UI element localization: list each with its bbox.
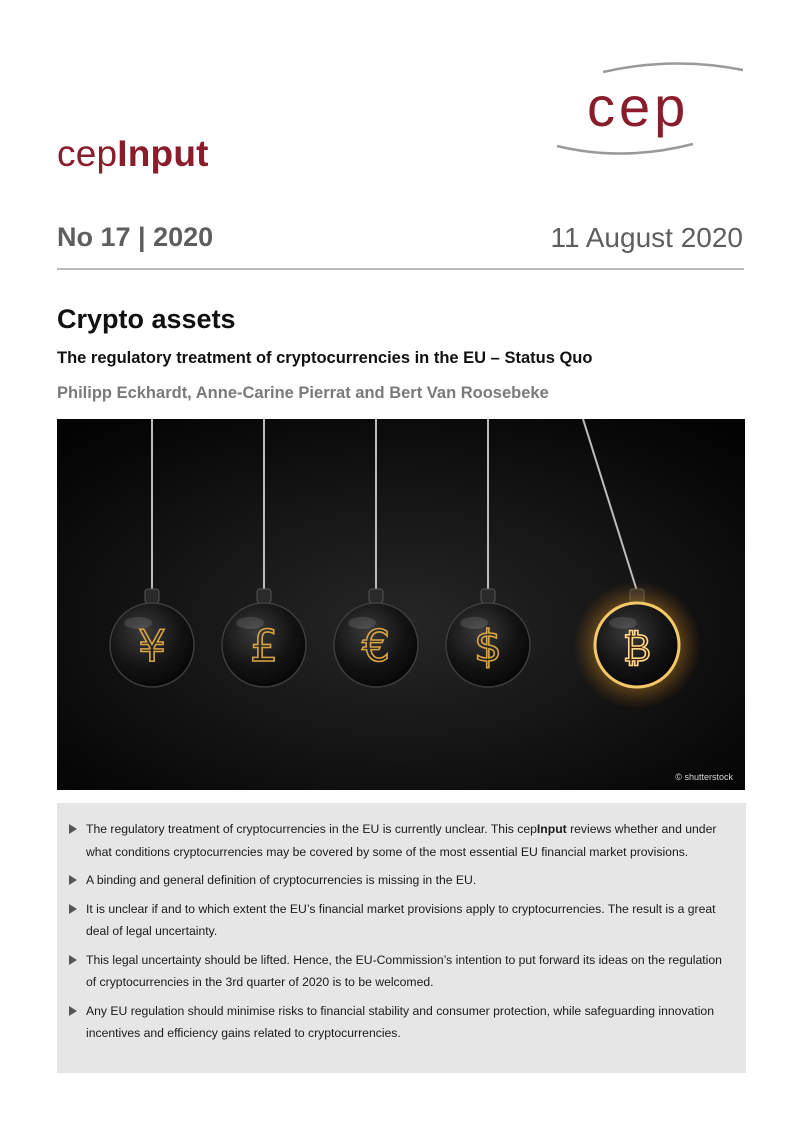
logo-lower-arc [557,144,693,154]
bullet-arrow-icon [69,875,77,885]
summary-item-text: A binding and general definition of cryptocurrencies is missing in the EU. [86,873,477,887]
issue-number: No 17 | 2020 [57,222,214,252]
bullet-arrow-icon [69,1006,77,1016]
series-title-prefix: cep [57,133,118,174]
yen-symbol: ¥ [138,621,166,672]
header-divider [57,268,744,270]
newtons-cradle-illustration [57,419,745,790]
ball-cap [481,589,495,603]
cep-logo [553,58,748,160]
bullet-arrow-icon [69,824,77,834]
ball-cap [145,589,159,603]
summary-item [69,1000,734,1045]
summary-item-emphasis: Input [536,822,567,836]
document-title: Crypto assets [57,304,236,334]
cover-image [57,419,745,790]
summary-item [69,869,734,892]
summary-item-text: reviews whether and under what conditions cryptocurrencies may be covered by some of the most essential EU financial market provisions. [86,822,717,859]
series-title [57,133,209,175]
series-title-suffix: Input [117,133,209,174]
dollar-symbol: $ [474,621,502,672]
image-credit: © shutterstock [675,772,733,782]
authors: Philipp Eckhardt, Anne-Carine Pierrat and Bert Van Roosebeke [57,384,549,402]
summary-item [69,818,734,863]
summary-item-text: It is unclear if and to which extent the EU’s financial market provisions apply to cryptocurrencies. The result is a great deal of legal uncertainty. [86,901,716,938]
ball-cap [257,589,271,603]
issue-date: 11 August 2020 [550,222,743,253]
pound-symbol: £ [250,621,278,672]
bitcoin-symbol: ₿ [622,626,652,670]
summary-list [57,803,746,1045]
summary-box [57,803,746,1073]
logo-upper-arc [603,63,743,72]
euro-symbol: € [362,621,390,672]
bullet-arrow-icon [69,955,77,965]
summary-item [69,898,734,943]
document-subtitle: The regulatory treatment of cryptocurrencies in the EU – Status Quo [57,349,593,367]
bullet-arrow-icon [69,904,77,914]
summary-item-text: Any EU regulation should minimise risks to financial stability and consumer protection, while safeguarding innovation incentives and efficiency gains related to cryptocurrencies. [86,1003,714,1040]
summary-item-text: This legal uncertainty should be lifted. Hence, the EU-Commission’s intention to put forward its ideas on the regulation of cryptocurrencies in the 3rd quarter of 2020 is to be welcomed. [86,952,722,989]
cep-logo-graphic [553,58,748,160]
ball-cap [369,589,383,603]
logo-wordmark: cep [587,75,690,138]
summary-item-text: The regulatory treatment of cryptocurrencies in the EU is currently unclear. This cep [86,822,537,836]
summary-item [69,949,734,994]
